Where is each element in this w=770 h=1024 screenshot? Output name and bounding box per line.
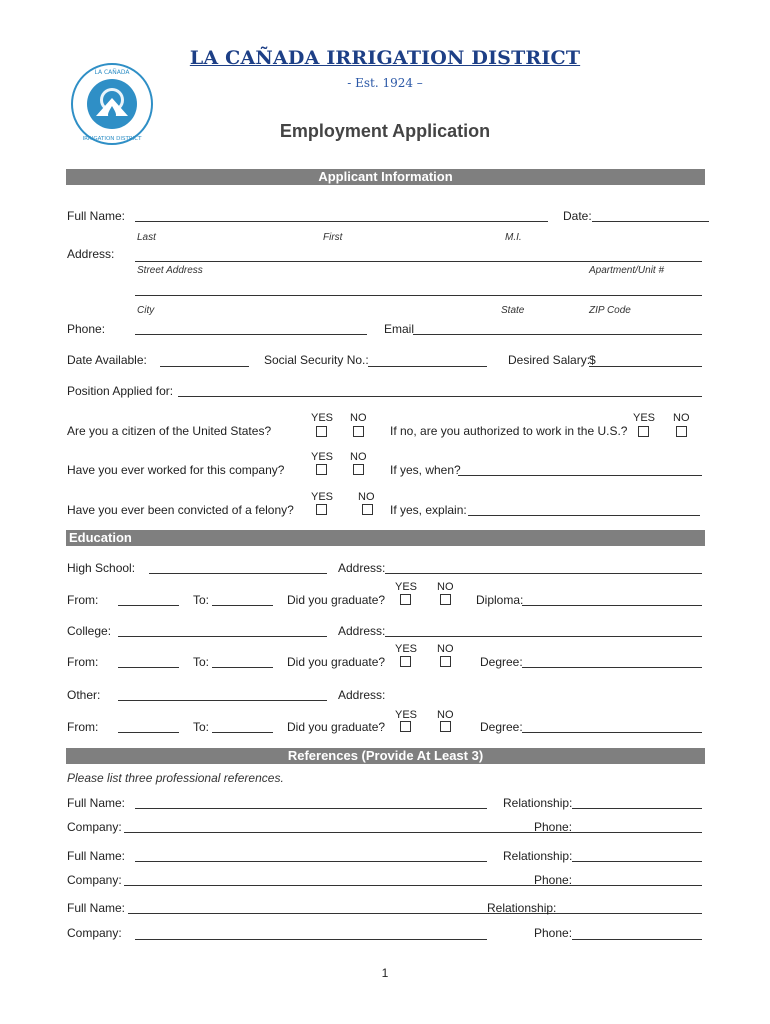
- hs-graduate-yes-label: YES: [395, 581, 418, 593]
- felony-no-label: NO: [358, 491, 375, 503]
- college-to-field[interactable]: [212, 667, 273, 668]
- ref1-relationship-field[interactable]: [572, 808, 702, 809]
- high-school-label: High School:: [67, 561, 136, 575]
- zip-caption: ZIP Code: [589, 305, 631, 316]
- other-label: Other:: [67, 688, 101, 702]
- felony-no-checkbox[interactable]: [362, 504, 373, 515]
- other-school-field[interactable]: [118, 700, 327, 701]
- city-state-zip-field[interactable]: [135, 295, 702, 296]
- college-graduate-question: Did you graduate?: [287, 655, 386, 669]
- ref3-name-field[interactable]: [128, 913, 702, 914]
- worked-question: Have you ever worked for this company?: [67, 463, 285, 477]
- authorized-yes-checkbox[interactable]: [638, 426, 649, 437]
- other-to-field[interactable]: [212, 732, 273, 733]
- other-graduate-question: Did you graduate?: [287, 720, 386, 734]
- ref3-company-label: Company:: [67, 926, 122, 940]
- other-graduate-yes-checkbox[interactable]: [400, 721, 411, 732]
- position-field[interactable]: [178, 396, 702, 397]
- hs-to-label: To:: [193, 593, 210, 607]
- college-to-label: To:: [193, 655, 210, 669]
- salary-label: Desired Salary:: [508, 353, 591, 367]
- college-from-label: From:: [67, 655, 99, 669]
- felony-yes-checkbox[interactable]: [316, 504, 327, 515]
- ref1-relationship-label: Relationship:: [503, 796, 573, 810]
- apartment-caption: Apartment/Unit #: [589, 265, 665, 276]
- ref2-company-label: Company:: [67, 873, 122, 887]
- ssn-field[interactable]: [368, 366, 487, 367]
- address-label: Address:: [67, 247, 115, 261]
- ref1-company-label: Company:: [67, 820, 122, 834]
- first-name-caption: First: [323, 232, 343, 243]
- college-from-field[interactable]: [118, 667, 179, 668]
- high-school-address-field[interactable]: [385, 573, 702, 574]
- worked-no-checkbox[interactable]: [353, 464, 364, 475]
- phone-label: Phone:: [67, 322, 106, 336]
- full-name-label: Full Name:: [67, 209, 126, 223]
- felony-explain-field[interactable]: [468, 515, 700, 516]
- date-available-field[interactable]: [160, 366, 249, 367]
- college-address-label: Address:: [338, 624, 386, 638]
- last-name-caption: Last: [137, 232, 156, 243]
- phone-field[interactable]: [135, 334, 367, 335]
- ref2-name-label: Full Name:: [67, 849, 126, 863]
- citizen-no-label: NO: [350, 412, 367, 424]
- position-label: Position Applied for:: [67, 384, 174, 398]
- street-address-caption: Street Address: [137, 265, 203, 276]
- college-graduate-no-label: NO: [437, 643, 454, 655]
- date-available-label: Date Available:: [67, 353, 147, 367]
- ref2-company-field[interactable]: [124, 885, 702, 886]
- worked-yes-checkbox[interactable]: [316, 464, 327, 475]
- high-school-field[interactable]: [149, 573, 327, 574]
- state-caption: State: [501, 305, 525, 316]
- ref3-phone-label: Phone:: [534, 926, 573, 940]
- other-graduate-no-checkbox[interactable]: [440, 721, 451, 732]
- worked-when-field[interactable]: [458, 475, 702, 476]
- college-address-field[interactable]: [385, 636, 702, 637]
- section-header-references: References (Provide At Least 3): [66, 748, 705, 764]
- worked-when-label: If yes, when?: [390, 463, 461, 477]
- felony-explain-label: If yes, explain:: [390, 503, 467, 517]
- salary-currency: $: [589, 353, 596, 367]
- citizen-yes-label: YES: [311, 412, 334, 424]
- email-field[interactable]: [413, 334, 702, 335]
- other-degree-field[interactable]: [522, 732, 702, 733]
- citizen-question: Are you a citizen of the United States?: [67, 424, 272, 438]
- citizen-yes-checkbox[interactable]: [316, 426, 327, 437]
- established-year: - Est. 1924 –: [347, 76, 423, 90]
- ref3-relationship-label: Relationship:: [487, 901, 557, 915]
- hs-graduate-no-label: NO: [437, 581, 454, 593]
- email-label: Email: [384, 322, 415, 336]
- ref2-relationship-field[interactable]: [572, 861, 702, 862]
- date-field[interactable]: [592, 221, 709, 222]
- other-from-field[interactable]: [118, 732, 179, 733]
- felony-yes-label: YES: [311, 491, 334, 503]
- hs-to-field[interactable]: [212, 605, 273, 606]
- ref3-company-field[interactable]: [135, 939, 487, 940]
- diploma-label: Diploma:: [476, 593, 524, 607]
- ref1-name-field[interactable]: [135, 808, 487, 809]
- ref1-name-label: Full Name:: [67, 796, 126, 810]
- page-title: Employment Application: [279, 121, 491, 141]
- ref1-phone-label: Phone:: [534, 820, 573, 834]
- ref1-company-field[interactable]: [124, 832, 702, 833]
- hs-graduate-question: Did you graduate?: [287, 593, 386, 607]
- other-from-label: From:: [67, 720, 99, 734]
- authorized-question: If no, are you authorized to work in the U.S.?: [390, 424, 628, 438]
- felony-question: Have you ever been convicted of a felony?: [67, 503, 294, 517]
- middle-initial-caption: M.I.: [505, 232, 522, 243]
- ref2-phone-label: Phone:: [534, 873, 573, 887]
- high-school-address-label: Address:: [338, 561, 386, 575]
- city-caption: City: [137, 305, 155, 316]
- citizen-no-checkbox[interactable]: [353, 426, 364, 437]
- ref2-relationship-label: Relationship:: [503, 849, 573, 863]
- hs-from-field[interactable]: [118, 605, 179, 606]
- college-graduate-no-checkbox[interactable]: [440, 656, 451, 667]
- college-field[interactable]: [118, 636, 327, 637]
- section-header-education: Education: [66, 530, 705, 546]
- diploma-field[interactable]: [522, 605, 702, 606]
- svg-text:IRRIGATION DISTRICT: IRRIGATION DISTRICT: [82, 136, 142, 142]
- hs-graduate-yes-checkbox[interactable]: [400, 594, 411, 605]
- authorized-yes-label: YES: [633, 412, 656, 424]
- svg-text:LA CAÑADA: LA CAÑADA: [94, 69, 130, 76]
- ref2-name-field[interactable]: [135, 861, 487, 862]
- college-graduate-yes-checkbox[interactable]: [400, 656, 411, 667]
- full-name-field[interactable]: [135, 221, 548, 222]
- section-header-applicant: Applicant Information: [66, 169, 705, 185]
- ref3-name-label: Full Name:: [67, 901, 126, 915]
- college-label: College:: [67, 624, 112, 638]
- other-graduate-no-label: NO: [437, 709, 454, 721]
- street-address-field[interactable]: [135, 261, 702, 262]
- other-to-label: To:: [193, 720, 210, 734]
- org-name: LA CAÑADA IRRIGATION DISTRICT: [189, 47, 581, 69]
- ssn-label: Social Security No.:: [264, 353, 369, 367]
- other-degree-label: Degree:: [480, 720, 523, 734]
- references-instructions: Please list three professional references.: [67, 771, 284, 785]
- page-number: 1: [381, 966, 389, 980]
- desired-salary-field[interactable]: [589, 366, 702, 367]
- hs-graduate-no-checkbox[interactable]: [440, 594, 451, 605]
- college-degree-label: Degree:: [480, 655, 523, 669]
- worked-no-label: NO: [350, 451, 367, 463]
- ref3-phone-field[interactable]: [572, 939, 702, 940]
- hs-from-label: From:: [67, 593, 99, 607]
- date-label: Date:: [563, 209, 592, 223]
- other-address-label: Address:: [338, 688, 386, 702]
- worked-yes-label: YES: [311, 451, 334, 463]
- college-graduate-yes-label: YES: [395, 643, 418, 655]
- college-degree-field[interactable]: [522, 667, 702, 668]
- authorized-no-label: NO: [673, 412, 690, 424]
- other-graduate-yes-label: YES: [395, 709, 418, 721]
- authorized-no-checkbox[interactable]: [676, 426, 687, 437]
